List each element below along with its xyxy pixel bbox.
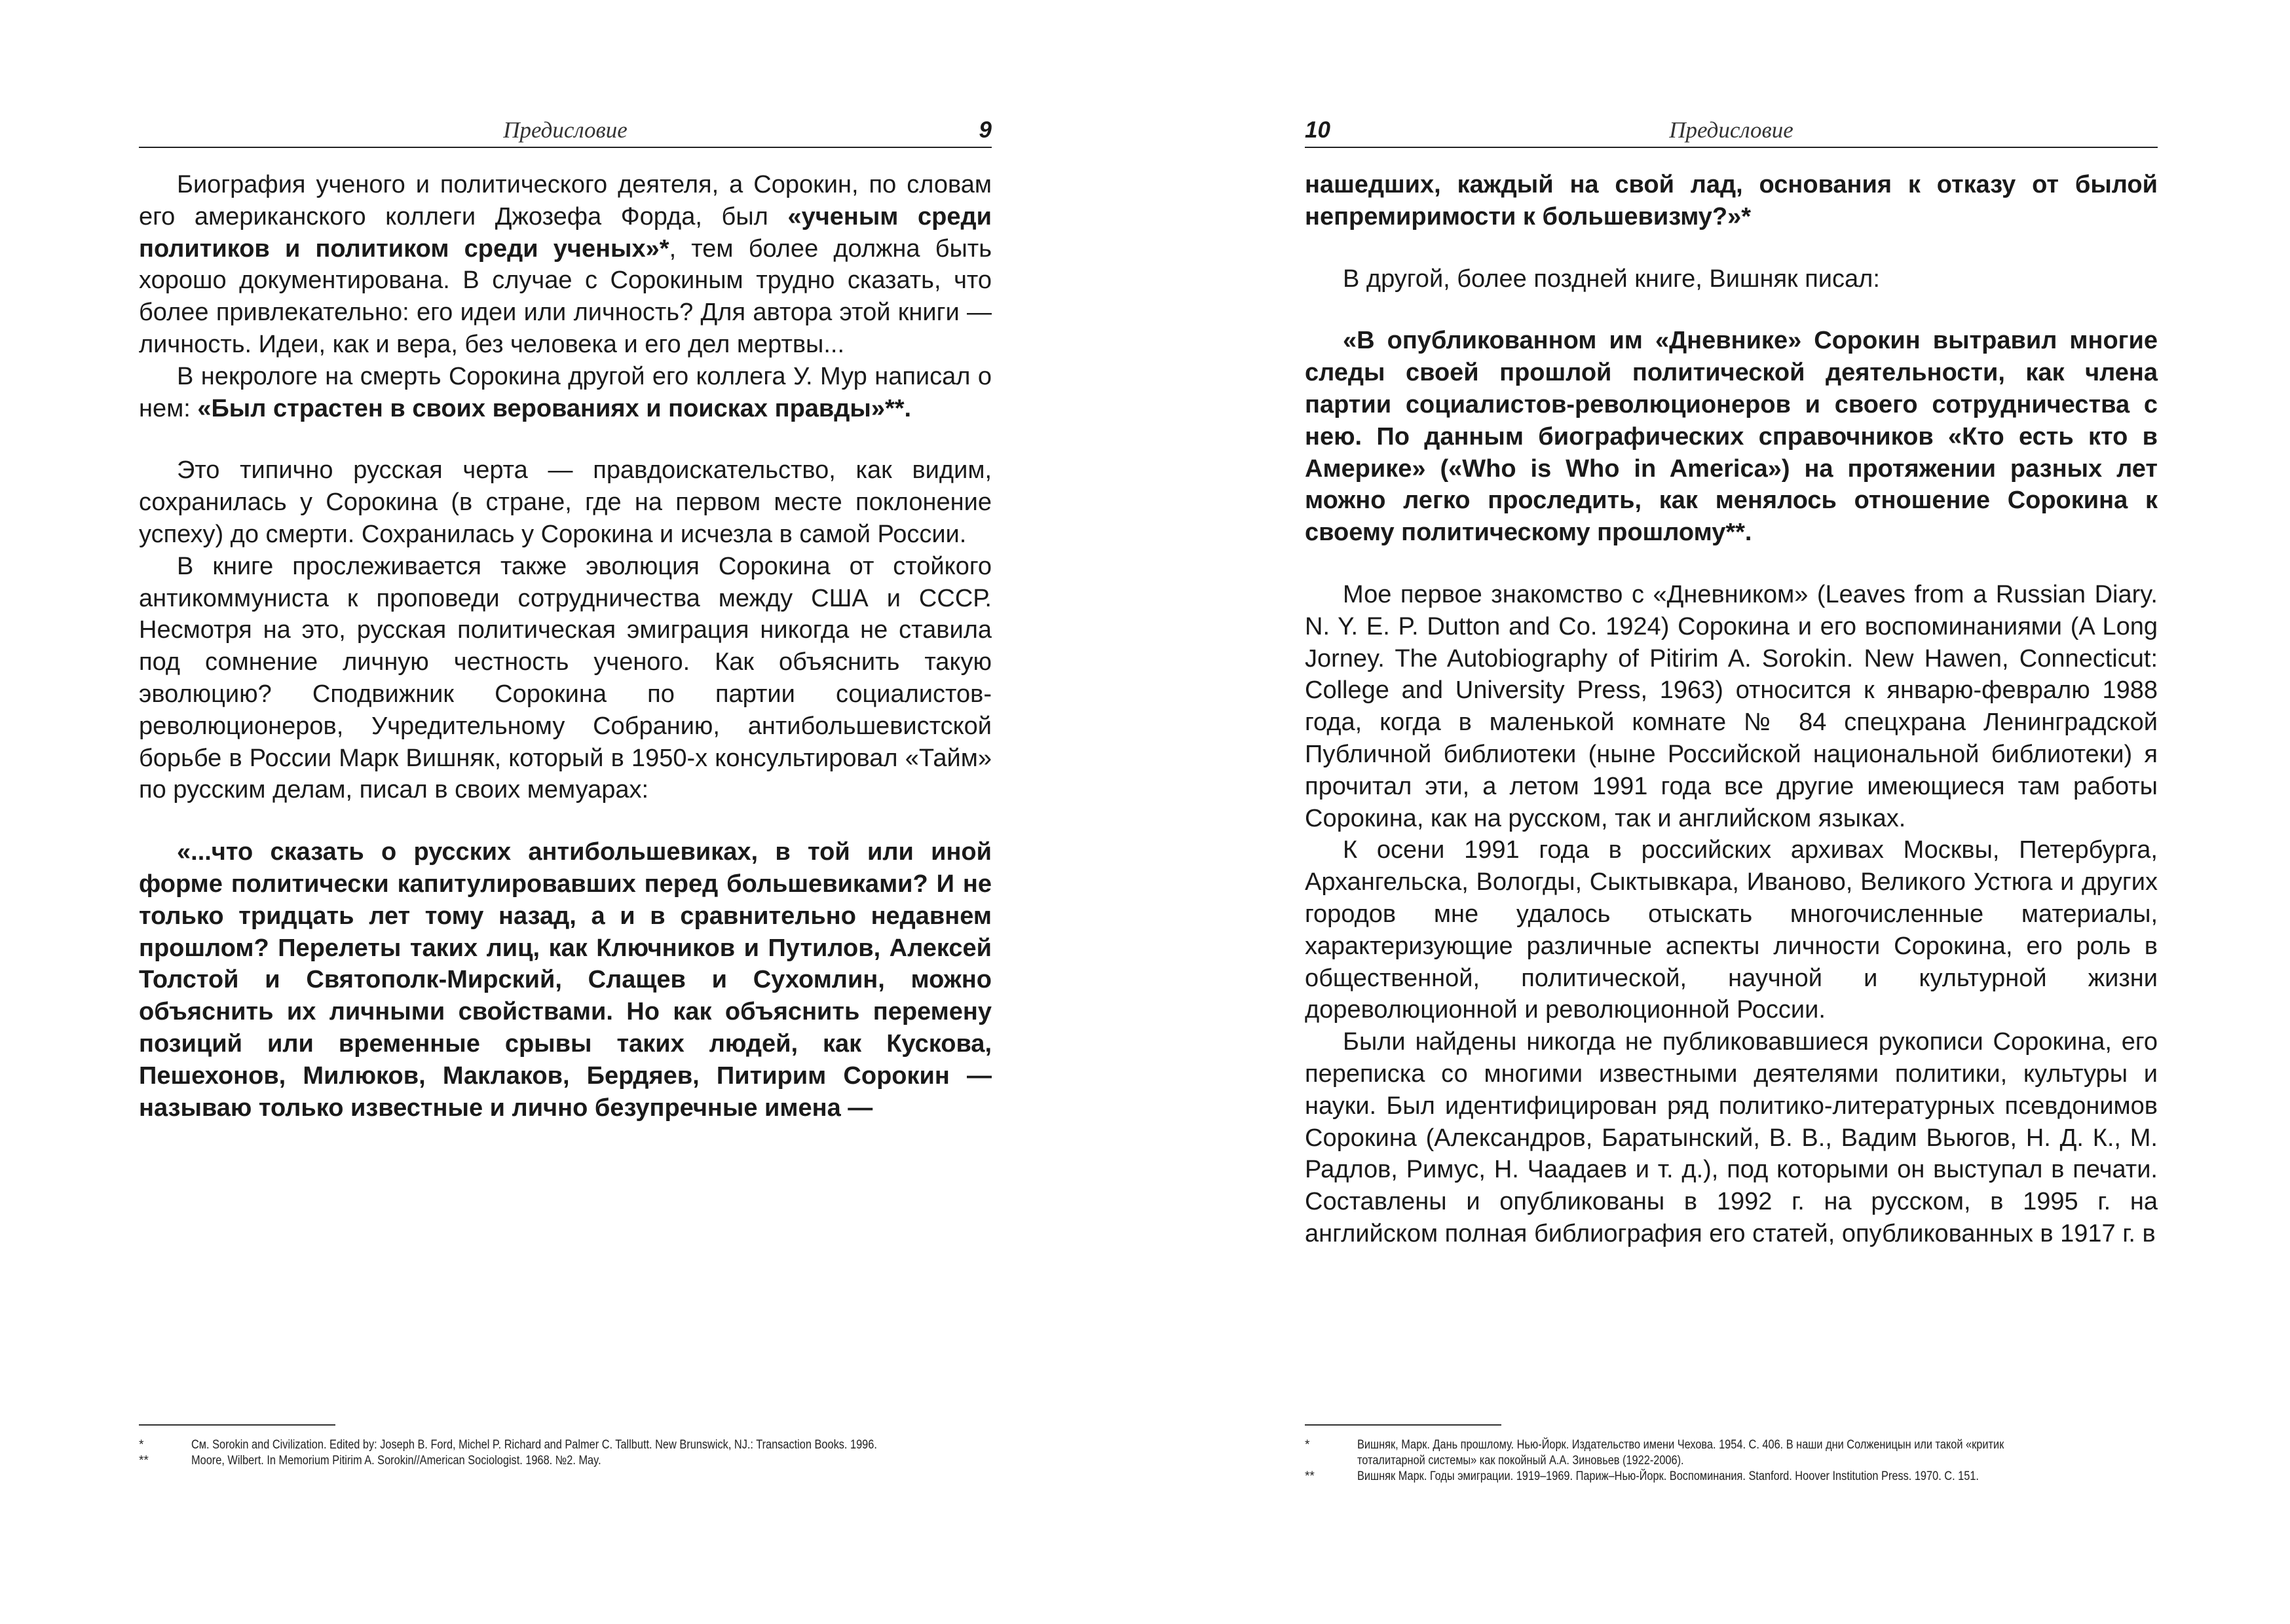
paragraph <box>139 169 992 361</box>
footnote-text: См. Sorokin and Civilization. Edited by: Joseph B. Ford, Michel P. Richard and Palmer C. Tallbutt. New Brunswick, NJ.: Transaction Books. 1996. <box>191 1438 877 1452</box>
paragraph <box>139 361 992 425</box>
paragraph: В другой, более поздней книге, Вишняк писал: <box>1343 265 1880 293</box>
page-number: 10 <box>1305 117 1330 143</box>
bold-quote: «ученым среди политиков и политиком среди ученых»* <box>139 202 992 263</box>
footnote <box>139 1437 992 1453</box>
text-run: Биография ученого и политического деятеля, а Сорокин, по словам его американского коллеги Джозефа Форда, был <box>139 171 992 231</box>
footnote-rule <box>139 1424 335 1426</box>
footnote-mark: * <box>1305 1438 1310 1452</box>
page-number: 9 <box>979 117 992 143</box>
right-page <box>1145 0 2290 1624</box>
running-header <box>139 115 992 148</box>
footnote-text: Вишняк, Марк. Дань прошлому. Нью-Йорк. Издательство имени Чехова. 1954. С. 406. В наши дни Солженицын или такой «критик тоталитарной системы» как покойный А.А. Зиновьев (1922-2006). <box>1357 1438 2004 1467</box>
body-text <box>1305 169 2158 1250</box>
footnote-mark: ** <box>139 1454 149 1467</box>
body-text <box>139 169 992 1124</box>
block-quote: «...что сказать о русских антибольшевиках, в той или иной форме политически капитулировавших перед большевиками? И не только тридцать лет тому назад, а и в сравнительно недавнем прошлом? Перелеты таких лиц, как Ключников и Путилов, Алексей Толстой и Святополк-Мирский, Слащев и Сухомлин, можно объяснить их личными свойствами. Но как объяснить перемену позиций или временные срывы таких людей, как Кускова, Пешехонов, Милюков, Маклаков, Бердяев, Питирим Сорокин — называю только известные и лично безупречные имена — <box>139 838 992 1122</box>
footnote-rule <box>1305 1424 1501 1426</box>
footnotes <box>139 1424 992 1469</box>
footnote <box>1305 1437 2158 1469</box>
paragraph: В книге прослеживается также эволюция Сорокина от стойкого антикоммуниста к проповеди сотрудничества между США и СССР. Несмотря на это, русская политическая эмиграция никогда не ставила под сомнение личную честность ученого. Как объяснить такую эволюцию? Сподвижник Сорокина по партии социалистов-революционеров, Учредительному Собранию, антибольшевистской борьбе в России Марк Вишняк, который в 1950-х консультировал «Тайм» по русским делам, писал в своих мемуарах: <box>139 552 992 804</box>
bold-quote: «Был страстен в своих верованиях и поисках правды»**. <box>197 394 912 422</box>
footnote <box>139 1453 992 1469</box>
text-run: , тем более должна быть хорошо документирована. В случае с Сорокиным трудно сказать, что более привлекательно: его идеи или личность? Для автора этой книги — личность. Идеи, как и вера, без человека и его дел мертвы... <box>139 234 992 358</box>
header-title: Предисловие <box>1669 117 1793 143</box>
header-title: Предисловие <box>503 117 628 143</box>
paragraph: К осени 1991 года в российских архивах Москвы, Петербурга, Архангельска, Вологды, Сыктывкара, Иваново, Великого Устюга и других городов мне удалось отыскать многочисленные материалы, характеризующие различные аспекты личности Сорокина, его роль в общественной, политической, научной и культурной жизни дореволюционной и революционной России. <box>1305 836 2158 1024</box>
footnote-text: Moore, Wilbert. In Memorium Pitirim A. Sorokin//American Sociologist. 1968. №2. May. <box>191 1454 601 1467</box>
footnote-text: Вишняк Марк. Годы эмиграции. 1919–1969. Париж–Нью-Йорк. Воспоминания. Stanford. Hoover Institution Press. 1970. С. 151. <box>1357 1469 1979 1483</box>
text-run: В некрологе на смерть Сорокина другой его коллега У. Мур написал о нем: <box>139 362 992 422</box>
paragraph: Были найдены никогда не публиковавшиеся рукописи Сорокина, его переписка со многими известными деятелями политики, культуры и науки. Был идентифицирован ряд политико-литературных псевдонимов Сорокина (Александров, Баратынский, В. В., Вадим Вьюгов, Н. Д. К., М. Радлов, Римус, Н. Чаадаев и т. д.), под которыми он выступал в печати. Составлены и опубликованы в 1992 г. на русском, в 1995 г. на английском полная библиография его статей, опубликованных в 1917 г. в <box>1305 1028 2158 1247</box>
footnote <box>1305 1469 2158 1485</box>
block-quote: «В опубликованном им «Дневнике» Сорокин вытравил многие следы своей прошлой политической деятельности, как члена партии социалистов-революционеров и своего сотрудничества с нею. По данным биографических справочников «Кто есть кто в Америке» («Who is Who in America») на протяжении разных лет можно легко проследить, как менялось отношение Сорокина к своему политическому прошлому**. <box>1305 327 2158 547</box>
block-quote-continued: нашедших, каждый на свой лад, основания к отказу от былой непремиримости к большевизму?»* <box>1305 171 2158 231</box>
paragraph: Это типично русская черта — правдоискательство, как видим, сохранилась у Сорокина (в стране, где на первом месте поклонение успеху) до смерти. Сохранилась у Сорокина и исчезла в самой России. <box>139 456 992 548</box>
running-header <box>1305 115 2158 148</box>
footnote-mark: * <box>139 1438 144 1452</box>
paragraph: Мое первое знакомство с «Дневником» (Leaves from a Russian Diary. N. Y. E. P. Dutton and Co. 1924) Сорокина и его воспоминаниями (A Long Jorney. The Autobiography of Pitirim A. Sorokin. New Hawen, Connecticut: College and University Press, 1963) относится к январю-февралю 1988 года, когда в маленькой комнате № 84 спецхрана Ленинградской Публичной библиотеки (ныне Российской национальной библиотеки) я прочитал эти, а летом 1991 года все другие имеющиеся там работы Сорокина, как на русском, так и английском языках. <box>1305 580 2158 832</box>
footnote-mark: ** <box>1305 1469 1315 1483</box>
footnotes <box>1305 1424 2158 1485</box>
